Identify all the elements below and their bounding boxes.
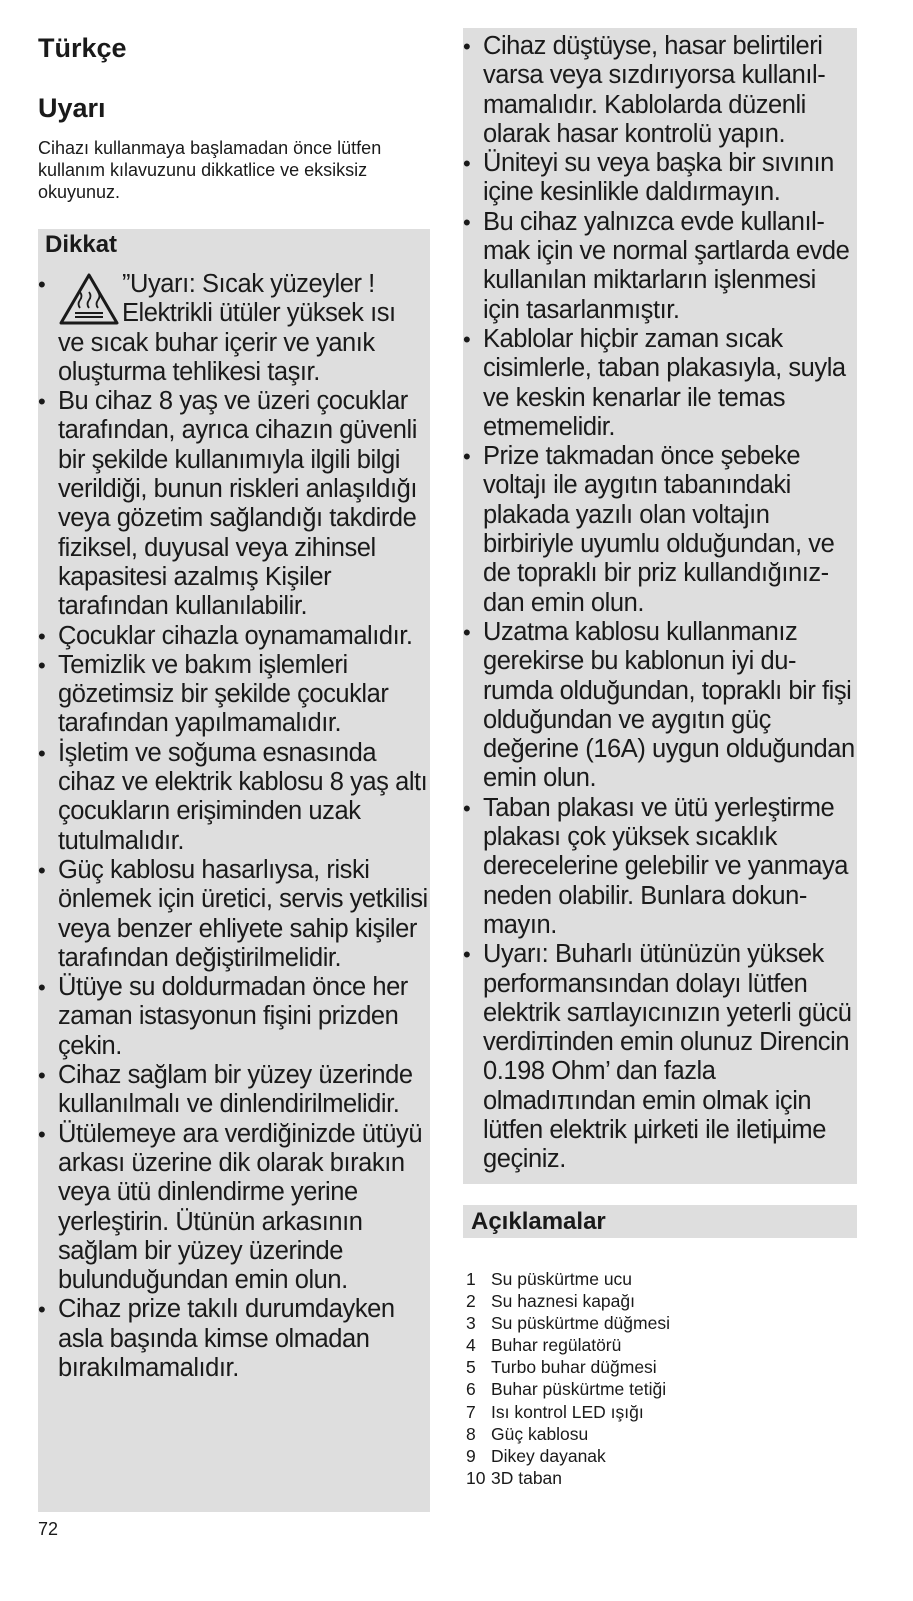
- part-label: Isı kontrol LED ışığı: [491, 1401, 644, 1422]
- descriptions-heading: Açıklamalar: [471, 1208, 606, 1235]
- parts-list-item: [466, 1334, 846, 1356]
- warning-heading: Uyarı: [38, 93, 106, 123]
- parts-list: [466, 1268, 846, 1489]
- parts-list-item: [466, 1423, 846, 1445]
- part-number: 10: [466, 1467, 486, 1488]
- part-number: 9: [466, 1445, 476, 1466]
- bullet-dot: •: [38, 857, 46, 883]
- part-number: 4: [466, 1335, 476, 1356]
- part-label: Su püskürtme düğmesi: [491, 1313, 670, 1334]
- list-item: [463, 618, 857, 794]
- bullet-dot: •: [38, 652, 46, 678]
- caution-list-right: [463, 32, 857, 1175]
- warning-rest: ve sıcak buhar içerir ve yanık oluşturma tehlikesi taşır.: [58, 328, 375, 386]
- bullet-dot: •: [463, 34, 471, 59]
- bullet-dot: •: [38, 740, 46, 766]
- part-number: 7: [466, 1401, 476, 1422]
- warning-line-2: Elektrikli ütüler yüksek ısı: [122, 299, 396, 328]
- list-item-text: İşletim ve soğuma esnasında cihaz ve elektrik kablosu 8 yaş altı çocukların erişiminden uzak tutulmalıdır.: [58, 738, 428, 855]
- bullet-dot: •: [38, 389, 46, 415]
- list-item: [38, 270, 430, 387]
- part-label: Su haznesi kapağı: [491, 1291, 635, 1312]
- list-item-text: Uyarı: Buharlı ütünüzün yüksek performansından dolayı lütfen elektrik saπlayıcınızın yeterli gücü verdiπinden emin olunuz Direncin 0.198 Ohm’ dan fazla olmadıπından emin olmak için lütfen elektrik µirketi ile iletiµime geçiniz.: [483, 940, 852, 1174]
- bullet-dot: •: [38, 975, 46, 1001]
- bullet-dot: •: [463, 795, 471, 821]
- page-number: 72: [38, 1519, 59, 1539]
- bullet-dot: •: [463, 619, 471, 645]
- part-label: Buhar püskürtme tetiği: [491, 1379, 667, 1400]
- warning-line-1: ”Uyarı: Sıcak yüzeyler !: [122, 270, 375, 298]
- list-item-text: Taban plakası ve ütü yerleştirme plakası çok yüksek sıcaklık derecelerine gelebilir ve yanmaya neden olabilir. Bunlara dokunmayın.: [483, 793, 849, 939]
- caution-heading: Dikkat: [45, 231, 118, 258]
- list-item-text: Uzatma kablosu kullanmanız gerekirse bu kablonun iyi durumda olduğundan, topraklı bir fişi olduğundan ve aygıtın güç değerine (16A) uygun olduğundan emin olun.: [483, 617, 855, 793]
- list-item-text: Prize takmadan önce şebeke voltajı ile aygıtın tabanındaki plakada yazılı olan voltajın birbiriyle uyumlu olduğundan, ve de topraklı bir priz kullandığınızdan emin olun.: [483, 442, 835, 617]
- list-item-text: Cihaz prize takılı durumdayken asla başında kimse olmadan bırakılmamalıdır.: [58, 1295, 395, 1382]
- list-item-text: Temizlik ve bakım işlemleri gözetimsiz bir şekilde çocuklar tarafından yapılmamalıdır.: [58, 650, 389, 738]
- parts-list-item: [466, 1356, 846, 1378]
- intro-text: Cihazı kullanmaya başlamadan önce lütfen kullanım kılavuzunu dikkatlice ve eksiksiz okuyunuz.: [38, 138, 382, 202]
- list-item-text: Cihaz sağlam bir yüzey üzerinde kullanılmalı ve dinlendirilmelidir.: [58, 1061, 413, 1119]
- bullet-dot: •: [463, 326, 471, 352]
- list-item: [463, 208, 857, 325]
- list-item: [38, 387, 430, 621]
- list-item: [38, 1061, 430, 1120]
- part-number: 6: [466, 1379, 476, 1400]
- bullet-dot: •: [38, 272, 46, 297]
- parts-list-item: [466, 1401, 846, 1423]
- list-item: [463, 149, 857, 208]
- list-item: [463, 442, 857, 618]
- parts-list-item: [466, 1312, 846, 1334]
- bullet-dot: •: [463, 209, 471, 235]
- part-number: 2: [466, 1291, 476, 1312]
- list-item-text: Cihaz düştüyse, hasar belirtileri varsa veya sızdırıyorsa kullanılmamalıdır. Kablolarda düzenli olarak hasar kontrolü yapın.: [483, 32, 826, 148]
- bullet-dot: •: [38, 1121, 46, 1147]
- part-number: 5: [466, 1357, 476, 1378]
- list-item-text: Ütüye su doldurmadan önce her zaman istasyonun fişini prizden çekin.: [58, 973, 408, 1060]
- list-item: [463, 325, 857, 442]
- hot-surface-warning-icon: [58, 272, 120, 326]
- list-item: [38, 973, 430, 1061]
- parts-list-item: [466, 1445, 846, 1467]
- list-item: [463, 940, 857, 1174]
- list-item-text: Kablolar hiçbir zaman sıcak cisimlerle, taban plakasıyla, suyla ve keskin kenarlar ile temas etmemelidir.: [483, 324, 846, 441]
- list-item: [38, 1295, 430, 1383]
- part-label: Su püskürtme ucu: [491, 1269, 633, 1289]
- list-item: [38, 1120, 430, 1296]
- part-label: Turbo buhar düğmesi: [491, 1357, 657, 1378]
- bullet-dot: •: [463, 444, 471, 470]
- list-item: [38, 651, 430, 739]
- bullet-dot: •: [38, 1297, 46, 1323]
- list-item-text: Güç kablosu hasarlıysa, riski önlemek için üretici, servis yetkilisi veya benzer ehliyete sahip kişiler tarafından değiştirilmelidir.: [58, 855, 428, 972]
- parts-list-item: [466, 1268, 846, 1290]
- part-label: Dikey dayanak: [491, 1445, 606, 1466]
- language-heading: Türkçe: [38, 33, 127, 63]
- list-item-text: Bu cihaz 8 yaş ve üzeri çocuklar tarafından, ayrıca cihazın güvenli bir şekilde kullanımıyla ilgili bilgi verildiği, bunun riskleri anlaşıldığı veya gözetim sağlandığı takdirde fiziksel, duyusal veya zihinsel kapasitesi azalmış Kişiler tarafından kullanılabilir.: [58, 387, 417, 621]
- list-item-text: Üniteyi su veya başka bir sıvının içine kesinlikle daldırmayın.: [483, 149, 834, 207]
- list-item: [38, 856, 430, 973]
- caution-list-left: [38, 270, 430, 1383]
- bullet-dot: •: [463, 942, 471, 968]
- list-item-text: Ütülemeye ara verdiğinizde ütüyü arkası üzerine dik olarak bırakın veya ütü dinlendirme yerine yerleştirin. Ütünün arkasının sağlam bir yüzey üzerinde bulunduğundan emin olun.: [58, 1119, 423, 1295]
- parts-list-item: [466, 1378, 846, 1400]
- parts-list-item: [466, 1467, 846, 1489]
- bullet-dot: •: [463, 151, 471, 177]
- list-item: [463, 32, 857, 149]
- part-number: 8: [466, 1423, 476, 1444]
- parts-list-item: [466, 1290, 846, 1312]
- bullet-dot: •: [38, 1063, 46, 1089]
- bullet-dot: •: [38, 623, 46, 649]
- part-label: Buhar regülatörü: [491, 1335, 622, 1356]
- part-number: 3: [466, 1313, 476, 1334]
- list-item-text: Çocuklar cihazla oynamamalıdır.: [58, 621, 413, 650]
- list-item: [38, 622, 430, 651]
- list-item: [463, 794, 857, 940]
- list-item-text: Bu cihaz yalnızca evde kullanılmak için ve normal şartlarda evde kullanılan miktarların işlenmesi için tasarlanmıştır.: [483, 207, 850, 324]
- list-item: [38, 739, 430, 856]
- part-label: 3D taban: [491, 1467, 563, 1488]
- part-number: 1: [466, 1269, 476, 1289]
- part-label: Güç kablosu: [491, 1423, 589, 1444]
